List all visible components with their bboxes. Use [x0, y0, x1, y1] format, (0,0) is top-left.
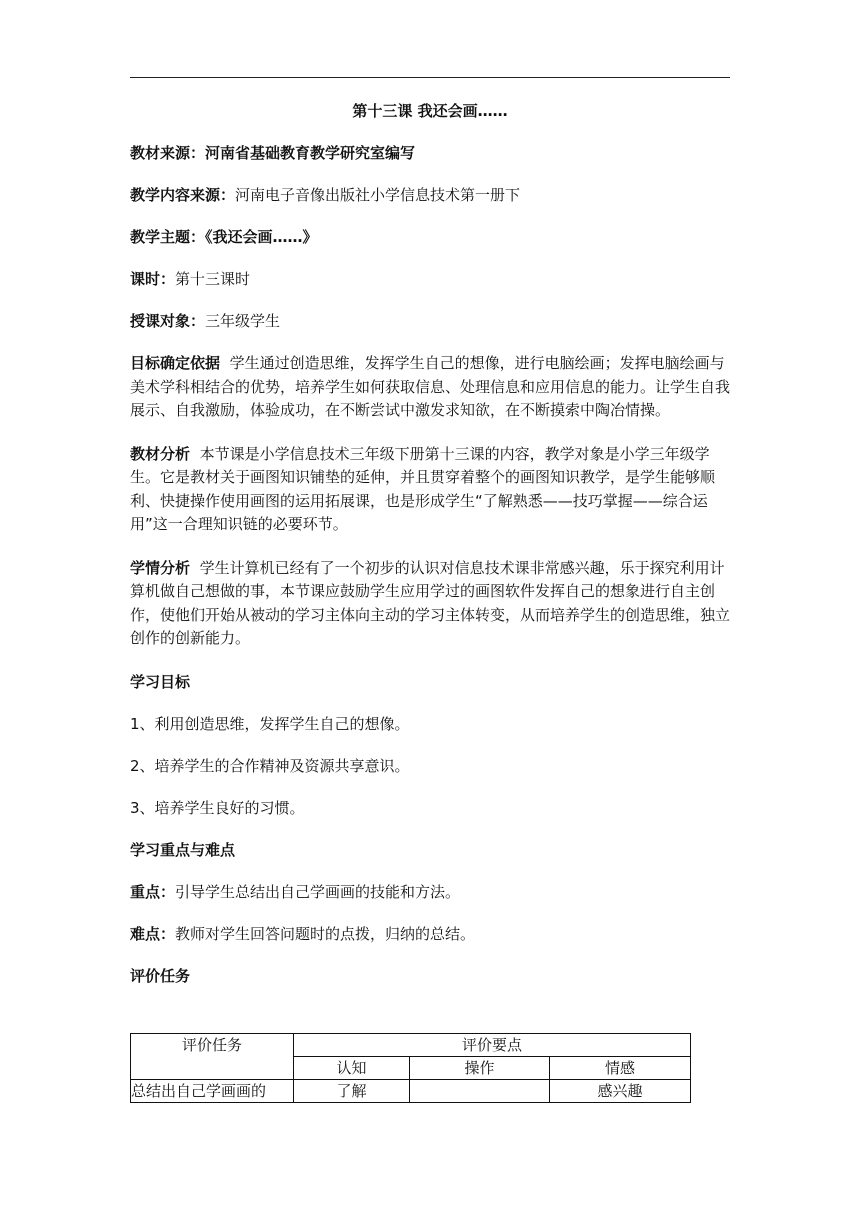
content-source-label: 教学内容来源： [130, 186, 236, 204]
difficulty-value: 教师对学生回答问题时的点拨，归纳的总结。 [175, 924, 476, 943]
difficulty-label: 难点： [130, 924, 176, 943]
focus-point [130, 881, 730, 903]
subheader-operation: 操作 [410, 1057, 550, 1080]
target-audience-value: 三年级学生 [205, 312, 281, 330]
teaching-theme [130, 226, 730, 248]
difficulty-point [130, 923, 730, 945]
table-row [131, 1080, 691, 1103]
student-analysis-label: 学情分析 [130, 558, 191, 577]
objectives-heading: 学习目标 [130, 672, 191, 691]
row-task: 总结出自己学画画的 [131, 1080, 294, 1103]
objective-item-2: 2、培养学生的合作精神及资源共享意识。 [130, 756, 410, 775]
material-analysis [130, 443, 730, 537]
content-source-value: 河南电子音像出版社小学信息技术第一册下 [235, 186, 521, 204]
objective-basis-text: 学生通过创造思维，发挥学生自己的想像，进行电脑绘画；发挥电脑绘画与美术学科相结合的优势，培养学生如何获取信息、处理信息和应用信息的能力。让学生自我展示、自我激励，体验成功，在不断尝试中激发求知欲，在不断摸索中陶冶情操。 [130, 354, 731, 419]
class-period-value: 第十三课时 [175, 270, 251, 288]
evaluation-heading: 评价任务 [130, 966, 191, 985]
table-header-row [131, 1034, 691, 1057]
objective-basis-label: 目标确定依据 [130, 354, 221, 372]
student-analysis [130, 557, 730, 651]
teaching-theme-value: 《我还会画……》 [205, 228, 318, 246]
document-body [130, 100, 730, 1007]
focus-label: 重点： [130, 882, 176, 901]
header-task: 评价任务 [131, 1034, 294, 1080]
teaching-theme-label: 教学主题： [130, 228, 206, 246]
objective-item-3: 3、培养学生良好的习惯。 [130, 798, 305, 817]
row-cognition: 了解 [294, 1080, 410, 1103]
material-source-value: 河南省基础教育教学研究室编写 [205, 144, 416, 162]
subheader-emotion: 情感 [550, 1057, 691, 1080]
material-source [130, 142, 730, 164]
lesson-title: 第十三课 我还会画…… [352, 102, 508, 120]
material-analysis-label: 教材分析 [130, 444, 191, 463]
target-audience-label: 授课对象： [130, 312, 206, 330]
header-points: 评价要点 [294, 1034, 691, 1057]
class-period-label: 课时： [130, 270, 176, 288]
student-analysis-text: 学生计算机已经有了一个初步的认识对信息技术课非常感兴趣，乐于探究利用计算机做自己想做的事，本节课应鼓励学生应用学过的画图软件发挥自己的想象进行自主创作，使他们开始从被动的学习主体向主动的学习主体转变，从而培养学生的创造思维，独立创作的创新能力。 [130, 558, 731, 647]
material-analysis-text: 本节课是小学信息技术三年级下册第十三课的内容，教学对象是小学三年级学生。它是教材关于画图知识铺垫的延伸，并且贯穿着整个的画图知识教学，是学生能够顺利、快捷操作使用画图的运用拓展课，也是形成学生“了解熟悉——技巧掌握——综合运用”这一合理知识链的必要环节。 [130, 444, 716, 533]
objective-item-1: 1、利用创造思维，发挥学生自己的想像。 [130, 714, 410, 733]
row-emotion: 感兴趣 [550, 1080, 691, 1103]
header-rule [130, 77, 730, 78]
target-audience [130, 310, 730, 332]
content-source [130, 184, 730, 206]
class-period [130, 268, 730, 290]
row-operation [410, 1080, 550, 1103]
key-points-heading: 学习重点与难点 [130, 840, 236, 859]
subheader-cognition: 认知 [294, 1057, 410, 1080]
evaluation-table [130, 1033, 691, 1103]
objective-basis [130, 352, 730, 423]
material-source-label: 教材来源： [130, 144, 206, 162]
focus-value: 引导学生总结出自己学画画的技能和方法。 [175, 882, 461, 901]
